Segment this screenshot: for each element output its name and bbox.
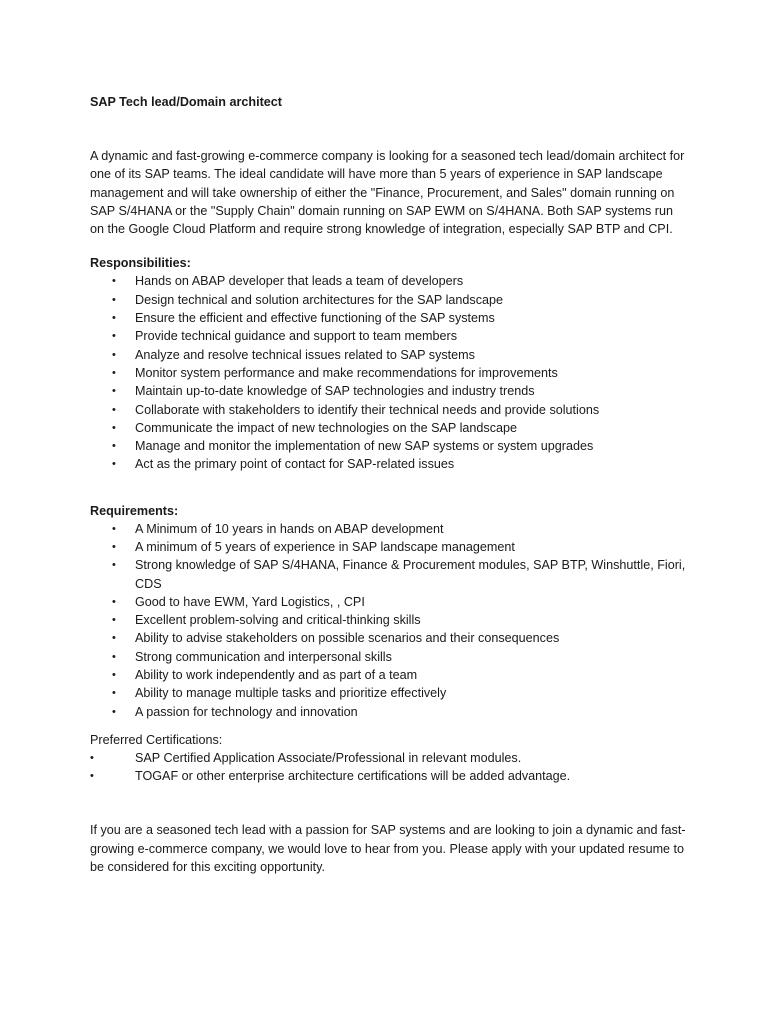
responsibility-item-text: Provide technical guidance and support to team members	[135, 329, 458, 344]
responsibility-item-text: Analyze and resolve technical issues related to SAP systems	[135, 347, 475, 362]
requirement-item-text: Ability to advise stakeholders on possible scenarios and their consequences	[135, 631, 560, 646]
bullet-icon: •	[112, 669, 116, 682]
responsibility-item-text: Maintain up-to-date knowledge of SAP technologies and industry trends	[135, 384, 535, 399]
responsibility-item-text: Monitor system performance and make recommendations for improvements	[135, 365, 558, 380]
responsibility-item-text: Act as the primary point of contact for SAP-related issues	[135, 457, 455, 472]
bullet-icon: •	[112, 632, 116, 645]
responsibility-item-text: Communicate the impact of new technologies on the SAP landscape	[135, 420, 518, 435]
responsibility-item-text: Design technical and solution architectures for the SAP landscape	[135, 292, 504, 307]
responsibility-item-text: Hands on ABAP developer that leads a team of developers	[135, 274, 464, 289]
bullet-icon: •	[112, 366, 116, 379]
requirement-item-text: Ability to work independently and as part of a team	[135, 668, 418, 683]
responsibility-item	[90, 364, 690, 382]
requirement-item-text: A Minimum of 10 years in hands on ABAP development	[135, 521, 444, 536]
bullet-icon: •	[112, 330, 116, 343]
responsibility-item-text: Collaborate with stakeholders to identify their technical needs and provide solutions	[135, 402, 600, 417]
requirement-item	[90, 611, 690, 629]
requirement-item	[90, 703, 690, 721]
requirement-item-text: Excellent problem-solving and critical-thinking skills	[135, 613, 421, 628]
responsibilities-list	[90, 272, 690, 473]
requirement-item-text: Strong knowledge of SAP S/4HANA, Finance & Procurement modules, SAP BTP, Winshuttle, Fiori, CDS	[135, 558, 686, 591]
bullet-icon: •	[90, 752, 94, 765]
requirements-heading: Requirements:	[90, 503, 179, 518]
preferred-certifications-list	[90, 749, 690, 785]
closing-paragraph: If you are a seasoned tech lead with a passion for SAP systems and are looking to join a dynamic and fast-growing e-commerce company, we would love to hear from you. Please apply with your updated resume to be considered for this exciting opportunity.	[90, 823, 686, 874]
requirement-item-text: Ability to manage multiple tasks and prioritize effectively	[135, 686, 447, 701]
bullet-icon: •	[112, 650, 116, 663]
bullet-icon: •	[112, 705, 116, 718]
preferred-certification-item	[90, 749, 690, 767]
responsibility-item	[90, 419, 690, 437]
bullet-icon: •	[112, 275, 116, 288]
requirement-item	[90, 538, 690, 556]
bullet-icon: •	[112, 348, 116, 361]
bullet-icon: •	[112, 595, 116, 608]
requirement-item	[90, 648, 690, 666]
responsibility-item	[90, 272, 690, 290]
bullet-icon: •	[112, 385, 116, 398]
preferred-certifications-heading: Preferred Certifications:	[90, 732, 223, 747]
bullet-icon: •	[112, 541, 116, 554]
intro-paragraph: A dynamic and fast-growing e-commerce company is looking for a seasoned tech lead/domain architect for one of its SAP teams. The ideal candidate will have more than 5 years of experience in SAP landscape management and will take ownership of either the "Finance, Procurement, and Sales" domain running on SAP S/4HANA or the "Supply Chain" domain running on SAP EWM on S/4HANA. Both SAP systems run on the Google Cloud Platform and require strong knowledge of integration, especially SAP BTP and CPI.	[90, 149, 685, 237]
requirement-item	[90, 593, 690, 611]
bullet-icon: •	[90, 770, 94, 783]
responsibilities-heading: Responsibilities:	[90, 256, 191, 271]
document-body	[90, 93, 690, 876]
responsibility-item-text: Manage and monitor the implementation of new SAP systems or system upgrades	[135, 439, 594, 454]
bullet-icon: •	[112, 440, 116, 453]
responsibility-item-text: Ensure the efficient and effective functioning of the SAP systems	[135, 311, 495, 326]
bullet-icon: •	[112, 293, 116, 306]
bullet-icon: •	[112, 458, 116, 471]
page-title: SAP Tech lead/Domain architect	[90, 95, 282, 109]
requirement-item	[90, 556, 690, 592]
preferred-certification-item-text: TOGAF or other enterprise architecture certifications will be added advantage.	[135, 769, 571, 784]
bullet-icon: •	[112, 312, 116, 325]
responsibility-item	[90, 309, 690, 327]
preferred-certification-item-text: SAP Certified Application Associate/Professional in relevant modules.	[135, 751, 522, 766]
responsibility-item	[90, 346, 690, 364]
requirement-item	[90, 684, 690, 702]
requirement-item	[90, 629, 690, 647]
responsibility-item	[90, 401, 690, 419]
preferred-certification-item	[90, 767, 690, 785]
requirement-item	[90, 666, 690, 684]
bullet-icon: •	[112, 403, 116, 416]
responsibility-item	[90, 327, 690, 345]
requirement-item-text: Good to have EWM, Yard Logistics, , CPI	[135, 594, 365, 609]
bullet-icon: •	[112, 522, 116, 535]
requirement-item-text: A passion for technology and innovation	[135, 704, 358, 719]
responsibility-item	[90, 291, 690, 309]
responsibility-item	[90, 455, 690, 473]
bullet-icon: •	[112, 421, 116, 434]
requirement-item-text: A minimum of 5 years of experience in SAP landscape management	[135, 540, 515, 555]
requirement-item	[90, 520, 690, 538]
bullet-icon: •	[112, 614, 116, 627]
bullet-icon: •	[112, 559, 116, 572]
responsibility-item	[90, 382, 690, 400]
responsibility-item	[90, 437, 690, 455]
requirements-list	[90, 520, 690, 721]
requirement-item-text: Strong communication and interpersonal skills	[135, 649, 392, 664]
bullet-icon: •	[112, 687, 116, 700]
